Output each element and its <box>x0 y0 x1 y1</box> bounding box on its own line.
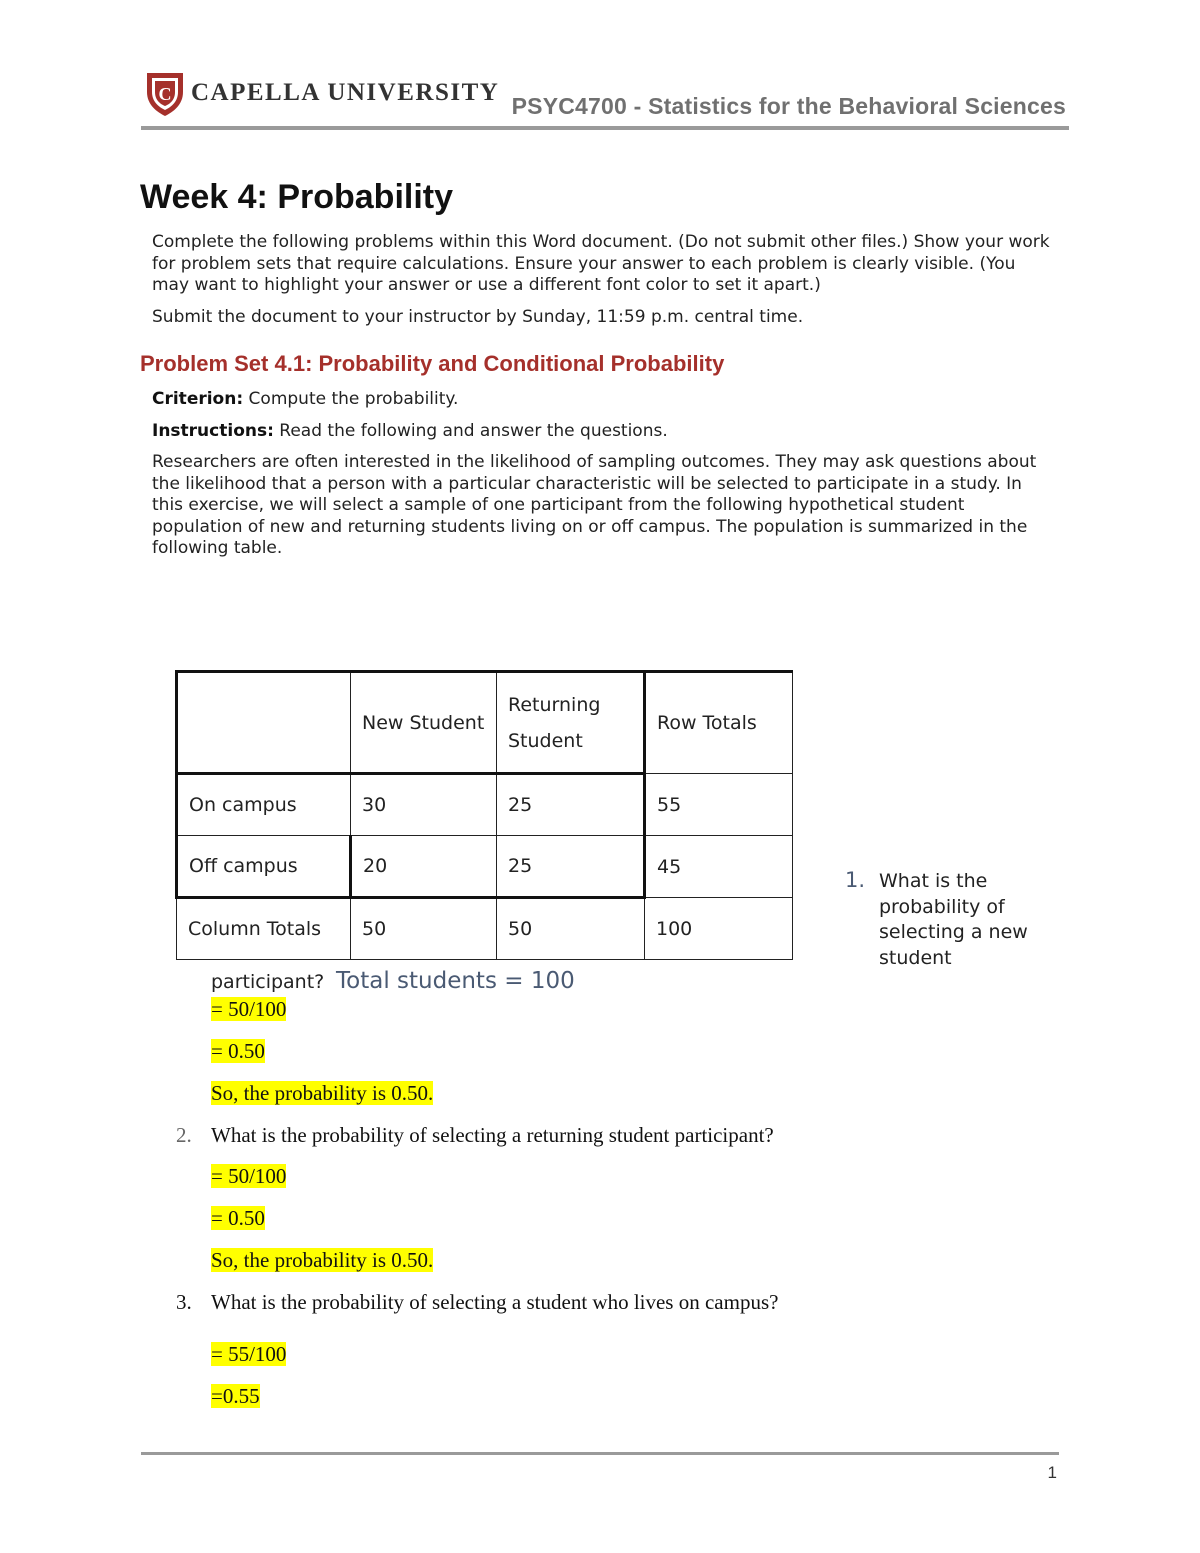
table-header-row <box>177 672 793 774</box>
table-header-cell: New Student <box>351 672 497 774</box>
submit-paragraph: Submit the document to your instructor by Sunday, 11:59 p.m. central time. <box>152 307 804 327</box>
table-cell: 30 <box>351 774 497 836</box>
instructions-line <box>152 421 1052 443</box>
table-cell: 25 <box>497 836 645 898</box>
answer-line <box>211 1342 286 1367</box>
table-header-cell: Row Totals <box>645 672 793 774</box>
page-title: Week 4: Probability <box>140 178 454 216</box>
highlighted-answer: = 50/100 <box>211 997 287 1021</box>
question-number: 2. <box>176 1123 192 1147</box>
header-line: Returning <box>508 693 601 716</box>
criterion-label: Criterion: <box>152 389 244 409</box>
criterion-text: Compute the probability. <box>243 389 459 409</box>
question-continuation: participant? <box>211 971 325 993</box>
table-row <box>177 774 793 836</box>
table-header-cell <box>497 672 645 774</box>
table-cell: 50 <box>351 898 497 960</box>
table-cell: 20 <box>351 836 497 898</box>
table-cell: 25 <box>497 774 645 836</box>
highlighted-answer: = 0.50 <box>211 1206 265 1230</box>
svg-text:C: C <box>158 84 172 104</box>
table-cell: 100 <box>645 898 793 960</box>
answer-line <box>211 1248 433 1273</box>
highlighted-answer: So, the probability is 0.50. <box>211 1081 434 1105</box>
population-table <box>175 670 793 960</box>
instructions-text: Read the following and answer the questions. <box>273 421 668 441</box>
instructions-label: Instructions: <box>152 421 274 441</box>
question-text: What is the probability of selecting a student who lives on campus? <box>211 1290 779 1314</box>
table-corner-cell <box>177 672 351 774</box>
table-cell: On campus <box>177 774 351 836</box>
answer-line <box>211 1164 286 1189</box>
criterion-line <box>152 389 1052 411</box>
highlighted-answer: =0.55 <box>211 1384 260 1408</box>
capella-logo <box>145 70 500 118</box>
question-text: What is the probability of selecting a new student <box>879 870 1028 969</box>
highlighted-answer: = 50/100 <box>211 1164 287 1188</box>
problem-set-heading: Problem Set 4.1: Probability and Conditional Probability <box>140 351 725 376</box>
footer-rule <box>141 1452 1059 1455</box>
highlighted-answer: = 0.50 <box>211 1039 265 1063</box>
answer-line <box>211 997 286 1022</box>
course-title: PSYC4700 - Statistics for the Behavioral Sciences <box>511 93 1066 119</box>
question-text: What is the probability of selecting a returning student participant? <box>211 1123 774 1147</box>
highlighted-answer: So, the probability is 0.50. <box>211 1248 434 1272</box>
page-number: 1 <box>1047 1463 1057 1482</box>
header-line: Student <box>508 729 583 752</box>
table-cell: Off campus <box>177 836 351 898</box>
question-number: 3. <box>176 1290 192 1314</box>
highlighted-answer: = 55/100 <box>211 1342 287 1366</box>
table-cell: 55 <box>645 774 793 836</box>
answer-line <box>211 1384 260 1409</box>
table-cell: Column Totals <box>177 898 351 960</box>
answer-line <box>211 1206 265 1231</box>
intro-paragraph: Complete the following problems within this Word document. (Do not submit other files.) Show your work for problem sets that require calculations. Ensure your answer to each problem is clearly visible. (You may want to highlight your answer or use a different font color to set it apart.) <box>152 232 1050 295</box>
answer-line <box>211 1081 433 1106</box>
answer-line <box>211 1039 265 1064</box>
brand-name: CAPELLA UNIVERSITY <box>191 79 500 106</box>
table-cell: 45 <box>645 836 793 898</box>
table-cell: 50 <box>497 898 645 960</box>
table-row <box>177 836 793 898</box>
table-row <box>177 898 793 960</box>
total-students-note: Total students = 100 <box>336 968 575 994</box>
question-number: 1. <box>845 868 866 892</box>
description-paragraph: Researchers are often interested in the likelihood of sampling outcomes. They may ask questions about the likelihood that a person with a particular characteristic will be selected to participate in a study. In this exercise, we will select a sample of one participant from the following hypothetical student population of new and returning students living on or off campus. The population is summarized in the following table. <box>152 452 1037 558</box>
header-rule <box>141 126 1069 130</box>
